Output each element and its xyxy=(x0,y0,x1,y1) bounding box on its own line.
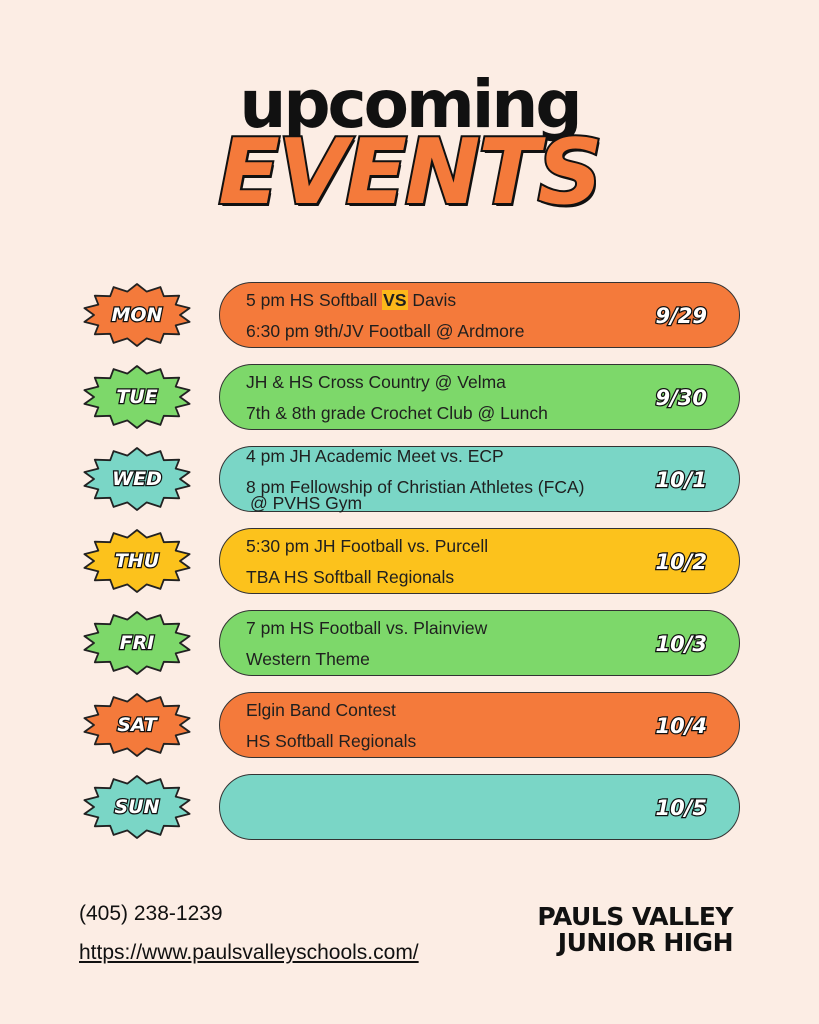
event-date: 9/30 xyxy=(655,386,707,410)
day-badge xyxy=(80,692,194,758)
event-pill xyxy=(219,692,740,758)
event-line: Elgin Band Contest xyxy=(246,700,396,720)
day-row-tue xyxy=(0,364,819,430)
event-date: 10/4 xyxy=(655,714,707,738)
event-pill xyxy=(219,282,740,348)
phone-number[interactable]: (405) 238-1239 xyxy=(79,902,223,925)
event-line: 7th & 8th grade Crochet Club @ Lunch xyxy=(246,403,548,423)
event-pill xyxy=(219,610,740,676)
day-label: THU xyxy=(114,550,160,572)
day-label: TUE xyxy=(116,386,158,408)
event-line: @ PVHS Gym xyxy=(250,493,363,513)
day-badge xyxy=(80,528,194,594)
event-date: 9/29 xyxy=(655,304,707,328)
event-pill xyxy=(219,364,740,430)
event-line: Western Theme xyxy=(246,649,370,669)
event-line: 8 pm Fellowship of Christian Athletes (FCA) xyxy=(246,477,585,497)
school-name xyxy=(537,904,733,956)
event-pill xyxy=(219,528,740,594)
day-badge xyxy=(80,282,194,348)
event-date: 10/3 xyxy=(655,632,707,656)
event-date: 10/1 xyxy=(655,468,707,492)
event-date: 10/2 xyxy=(655,550,707,574)
event-pill xyxy=(219,774,740,840)
event-line: 4 pm JH Academic Meet vs. ECP xyxy=(246,446,504,466)
day-label: WED xyxy=(112,468,162,490)
day-label: SUN xyxy=(114,796,160,818)
day-label: SAT xyxy=(117,714,157,736)
event-line: HS Softball Regionals xyxy=(246,731,417,751)
title-events: EVENTS xyxy=(218,120,601,225)
day-row-mon xyxy=(0,282,819,348)
day-row-fri xyxy=(0,610,819,676)
vs-highlight: VS xyxy=(383,290,407,310)
day-row-wed xyxy=(0,446,819,512)
day-badge xyxy=(80,774,194,840)
event-line: 5:30 pm JH Football vs. Purcell xyxy=(246,536,489,556)
event-line: TBA HS Softball Regionals xyxy=(246,567,455,587)
day-label: MON xyxy=(111,304,163,326)
day-label: FRI xyxy=(119,632,155,654)
event-line: JH & HS Cross Country @ Velma xyxy=(246,372,506,392)
day-badge xyxy=(80,364,194,430)
title-upcoming: upcoming xyxy=(239,66,580,143)
day-badge xyxy=(80,446,194,512)
school-name-line1: PAULS VALLEY xyxy=(537,902,733,931)
event-line: 7 pm HS Football vs. Plainview xyxy=(246,618,488,638)
website-link[interactable]: https://www.paulsvalleyschools.com/ xyxy=(79,941,419,964)
day-row-sun xyxy=(0,774,819,840)
day-badge xyxy=(80,610,194,676)
event-date: 10/5 xyxy=(655,796,707,820)
event-line: 5 pm HS Softball VS Davis xyxy=(246,290,457,310)
event-line: 6:30 pm 9th/JV Football @ Ardmore xyxy=(246,321,525,341)
day-row-sat xyxy=(0,692,819,758)
school-name-line2: JUNIOR HIGH xyxy=(557,928,733,957)
day-row-thu xyxy=(0,528,819,594)
event-pill xyxy=(219,446,740,512)
